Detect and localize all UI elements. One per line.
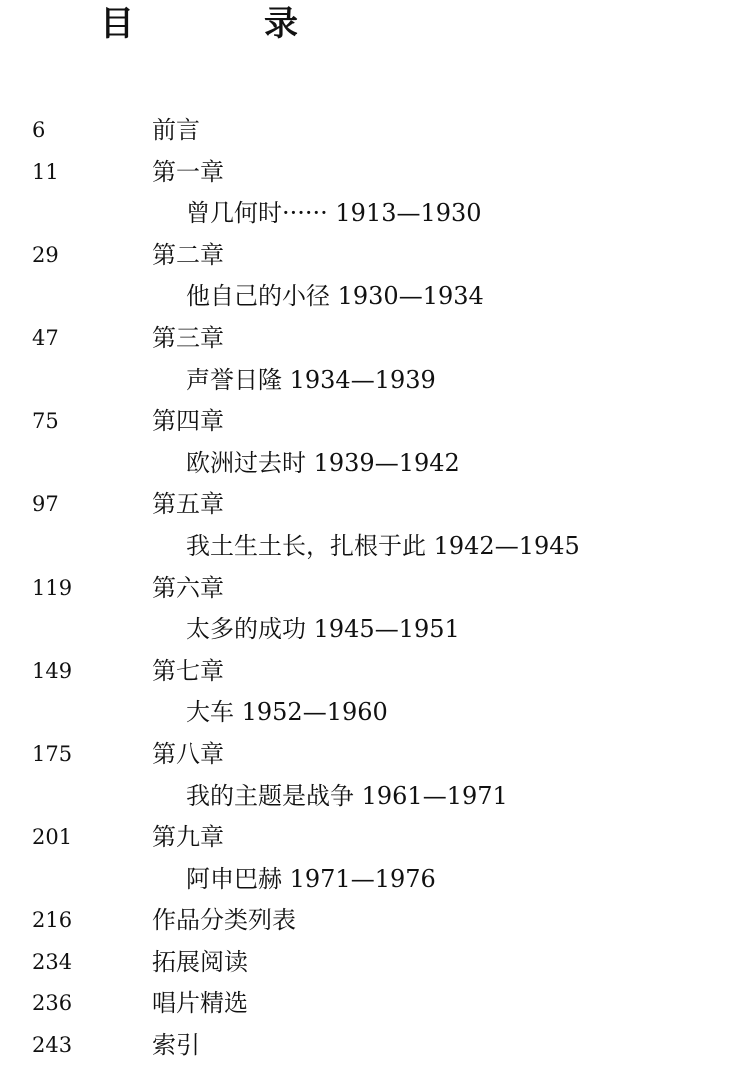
chapter-subtitle: 大车 1952—1960 — [186, 698, 388, 727]
page-number: 243 — [32, 1033, 73, 1058]
entry-title: 索引 — [152, 1031, 200, 1060]
toc-entry-discography[interactable] — [0, 983, 730, 1025]
page-title: 目 录 — [100, 4, 346, 44]
chapter-subtitle: 声誉日隆 1934—1939 — [186, 365, 436, 394]
page-number: 47 — [32, 325, 59, 350]
toc-entry-chapter-6-subtitle[interactable] — [0, 609, 730, 651]
chapter-subtitle: 我土生土长，扎根于此 1942—1945 — [186, 531, 580, 560]
toc-entry-further-reading[interactable] — [0, 942, 730, 984]
page-number: 234 — [32, 949, 73, 974]
page-number: 75 — [32, 409, 59, 434]
toc-entry-chapter-7[interactable] — [0, 651, 730, 693]
entry-title: 唱片精选 — [152, 989, 248, 1018]
chapter-label: 第八章 — [152, 739, 224, 768]
toc-entry-chapter-3[interactable] — [0, 318, 730, 360]
toc-entry-chapter-3-subtitle[interactable] — [0, 360, 730, 402]
toc-entry-chapter-1-subtitle[interactable] — [0, 193, 730, 235]
chapter-subtitle: 他自己的小径 1930—1934 — [186, 282, 484, 311]
toc-entry-chapter-8-subtitle[interactable] — [0, 776, 730, 818]
entry-title: 作品分类列表 — [152, 906, 296, 935]
page-number: 216 — [32, 908, 73, 933]
toc-entry-index[interactable] — [0, 1025, 730, 1067]
page-number: 236 — [32, 991, 73, 1016]
entry-title: 拓展阅读 — [152, 947, 248, 976]
chapter-subtitle: 曾几何时······ 1913—1930 — [186, 199, 482, 228]
page-number: 175 — [32, 741, 73, 766]
toc-entry-chapter-5-subtitle[interactable] — [0, 526, 730, 568]
toc-entry-chapter-4[interactable] — [0, 401, 730, 443]
page-number: 29 — [32, 242, 59, 267]
page-number: 11 — [32, 159, 59, 184]
toc-entry-preface[interactable] — [0, 110, 730, 152]
table-of-contents — [0, 110, 730, 1067]
toc-entry-chapter-4-subtitle[interactable] — [0, 443, 730, 485]
toc-entry-chapter-9[interactable] — [0, 817, 730, 859]
chapter-subtitle: 欧洲过去时 1939—1942 — [186, 448, 460, 477]
chapter-label: 第四章 — [152, 407, 224, 436]
page-number: 97 — [32, 492, 59, 517]
chapter-subtitle: 阿申巴赫 1971—1976 — [186, 864, 436, 893]
chapter-label: 第五章 — [152, 490, 224, 519]
chapter-label: 第一章 — [152, 157, 224, 186]
entry-title: 前言 — [152, 116, 200, 144]
page-number: 201 — [32, 825, 73, 850]
page-number: 119 — [32, 575, 73, 600]
toc-entry-chapter-1[interactable] — [0, 152, 730, 194]
chapter-label: 第六章 — [152, 573, 224, 602]
chapter-subtitle: 我的主题是战争 1961—1971 — [186, 781, 508, 810]
toc-entry-chapter-8[interactable] — [0, 734, 730, 776]
toc-entry-chapter-5[interactable] — [0, 484, 730, 526]
toc-entry-chapter-9-subtitle[interactable] — [0, 859, 730, 901]
chapter-label: 第七章 — [152, 656, 224, 685]
chapter-subtitle: 太多的成功 1945—1951 — [186, 615, 460, 644]
toc-entry-chapter-2-subtitle[interactable] — [0, 276, 730, 318]
chapter-label: 第三章 — [152, 323, 224, 352]
page-number: 6 — [32, 118, 46, 142]
toc-entry-chapter-6[interactable] — [0, 568, 730, 610]
toc-entry-chapter-2[interactable] — [0, 235, 730, 277]
page-number: 149 — [32, 658, 73, 683]
toc-entry-chapter-7-subtitle[interactable] — [0, 692, 730, 734]
chapter-label: 第九章 — [152, 823, 224, 852]
toc-entry-works-list[interactable] — [0, 900, 730, 942]
chapter-label: 第二章 — [152, 240, 224, 269]
